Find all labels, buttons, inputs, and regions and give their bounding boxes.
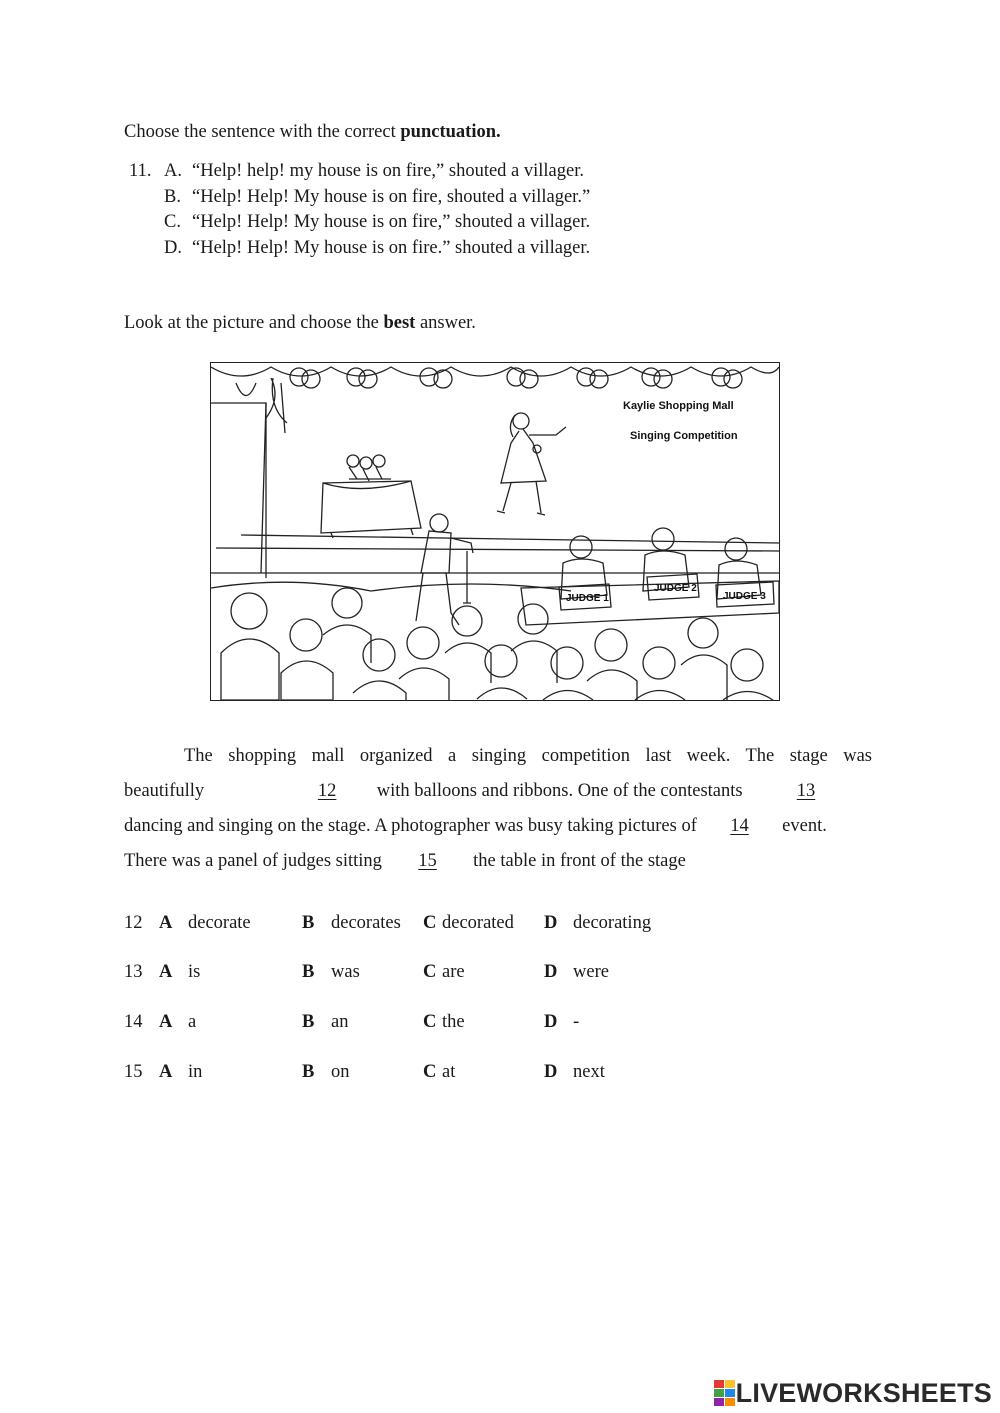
blank-12[interactable]: 12 xyxy=(317,781,337,801)
instruction-picture: Look at the picture and choose the best answer. xyxy=(124,313,476,333)
question-number: 14 xyxy=(124,1012,143,1032)
question-number: 13 xyxy=(124,962,143,982)
passage xyxy=(124,739,872,879)
blank-13[interactable]: 13 xyxy=(796,781,816,801)
instruction-punctuation: Choose the sentence with the correct punctuation. xyxy=(124,122,501,142)
passage-line-2: beautifully 12 with balloons and ribbons. One of the contestants 13 xyxy=(124,774,872,809)
logo-blocks-icon xyxy=(714,1380,736,1406)
option-text[interactable]: on xyxy=(331,1062,350,1082)
stage-illustration xyxy=(211,363,779,700)
judge-1-label: JUDGE 1 xyxy=(566,593,609,604)
passage-line-4: There was a panel of judges sitting 15 the table in front of the stage xyxy=(124,844,872,879)
question-number: 12 xyxy=(124,913,143,933)
option-text[interactable]: the xyxy=(442,1012,465,1032)
logo-block xyxy=(714,1380,724,1388)
judge-2-label: JUDGE 2 xyxy=(654,583,697,594)
question-number: 15 xyxy=(124,1062,143,1082)
blank-14[interactable]: 14 xyxy=(730,816,749,836)
judge-3-label: JUDGE 3 xyxy=(723,591,766,602)
competition-picture xyxy=(210,362,780,701)
option-text[interactable]: was xyxy=(331,962,360,982)
banner-line-1: Kaylie Shopping Mall xyxy=(623,400,734,412)
option-text[interactable]: decorates xyxy=(331,913,401,933)
logo-block xyxy=(714,1389,724,1397)
question-11-number: 11. xyxy=(129,161,152,181)
option-text[interactable]: decorate xyxy=(188,913,251,933)
option-text[interactable]: a xyxy=(188,1012,197,1032)
passage-line-1: The shopping mall organized a singing competition last week. The stage was xyxy=(184,746,872,766)
logo-text: LIVEWORKSHEETS xyxy=(735,1377,992,1408)
liveworksheets-logo xyxy=(714,1376,992,1410)
option-b-text: “Help! Help! My house is on fire, shouted a villager.” xyxy=(192,187,591,207)
option-text[interactable]: decorated xyxy=(442,913,514,933)
option-text[interactable]: decorating xyxy=(573,913,652,933)
logo-block xyxy=(725,1380,735,1388)
option-c-text: “Help! Help! My house is on fire,” shouted a villager. xyxy=(192,212,591,232)
option-letter: A. xyxy=(164,161,182,181)
option-d-text: “Help! Help! My house is on fire.” shouted a villager. xyxy=(192,238,591,258)
logo-block xyxy=(725,1389,735,1397)
option-text[interactable]: next xyxy=(573,1062,605,1082)
option-text[interactable]: - xyxy=(573,1012,580,1032)
passage-line-3: dancing and singing on the stage. A photographer was busy taking pictures of 14 event. xyxy=(124,809,872,844)
blank-15[interactable]: 15 xyxy=(418,851,437,871)
option-a-text: “Help! help! my house is on fire,” shouted a villager. xyxy=(192,161,584,181)
option-text[interactable]: at xyxy=(442,1062,456,1082)
option-letter: B. xyxy=(164,187,181,207)
option-text[interactable]: is xyxy=(188,962,201,982)
option-text[interactable]: in xyxy=(188,1062,203,1082)
option-letter: C. xyxy=(164,212,181,232)
option-text[interactable]: are xyxy=(442,962,465,982)
option-text[interactable]: an xyxy=(331,1012,349,1032)
option-letter: D. xyxy=(164,238,182,258)
banner-line-2: Singing Competition xyxy=(630,430,738,442)
logo-block xyxy=(725,1398,735,1406)
logo-block xyxy=(714,1398,724,1406)
option-text[interactable]: were xyxy=(573,962,609,982)
